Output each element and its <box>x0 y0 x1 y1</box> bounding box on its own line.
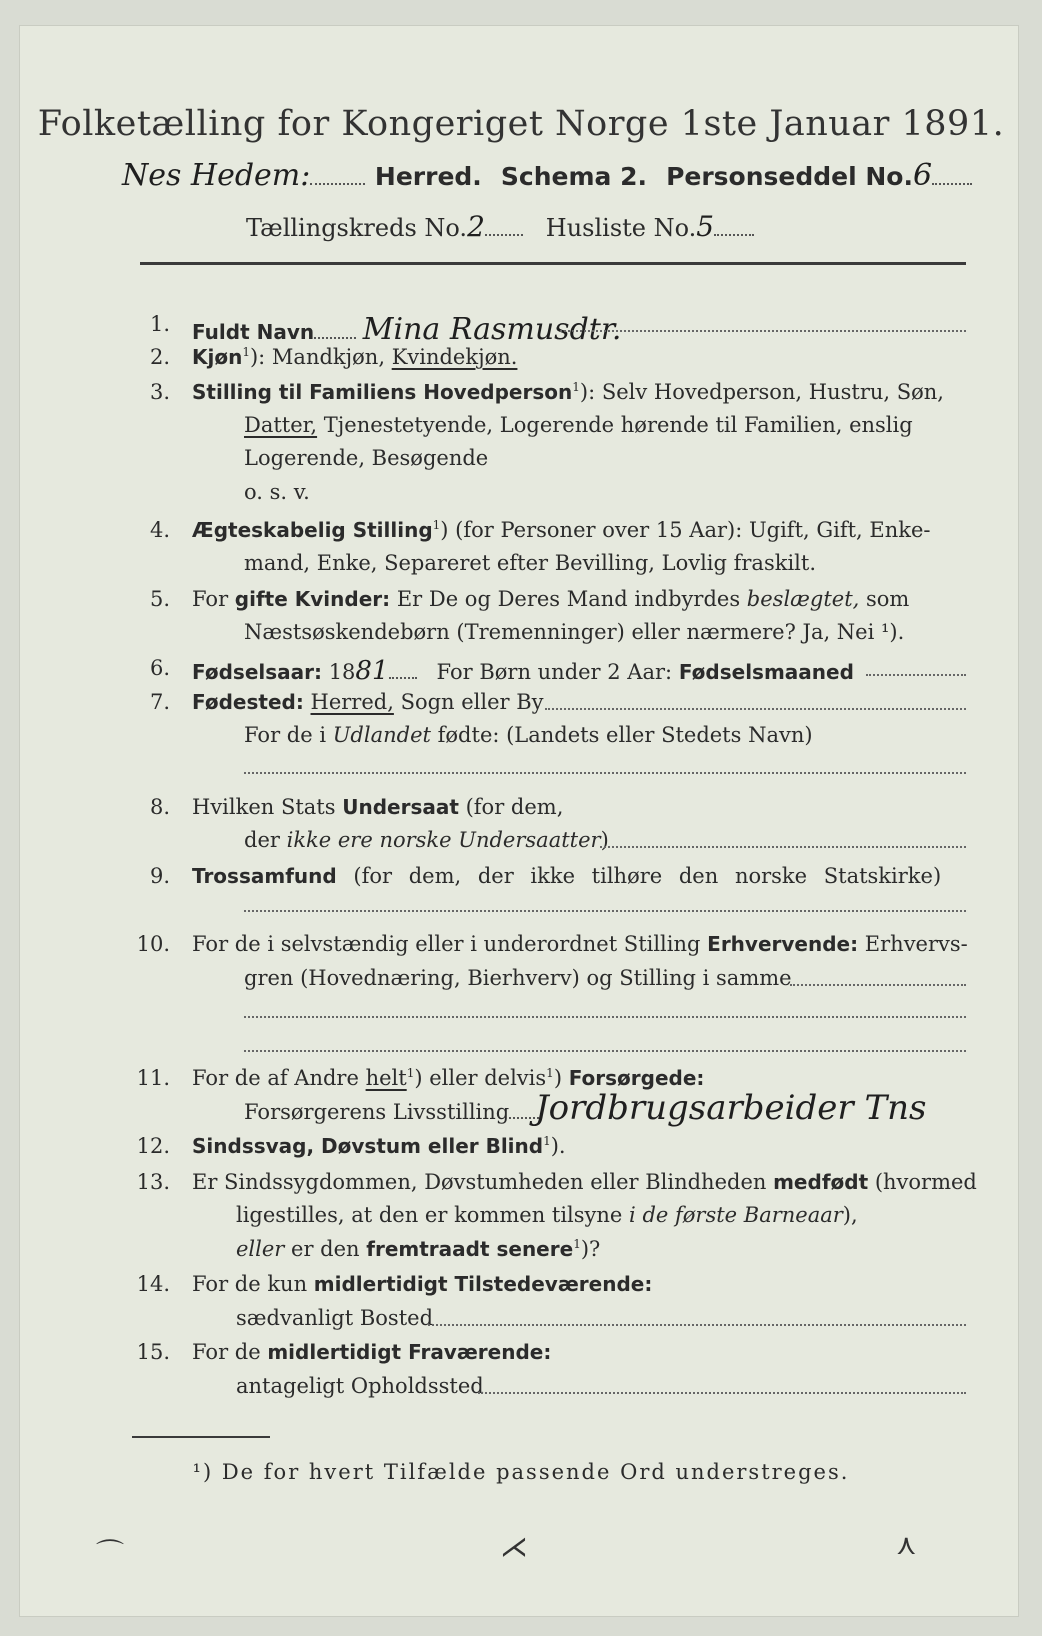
item-6-label-b: Fødselsmaaned <box>678 660 854 684</box>
item-8-label: Undersaat <box>342 795 459 819</box>
item-13-line2-a: ligestilles, at den er kommen tilsyne <box>236 1203 623 1227</box>
item-11-text-b: ) eller delvis <box>414 1066 547 1090</box>
footnote-rule <box>132 1436 270 1438</box>
item-5-pre: For <box>192 587 229 611</box>
item-7-label: Fødested: <box>192 690 304 714</box>
corner-mark-left: ⌒ <box>96 1537 125 1570</box>
item-7-number: 7. <box>149 690 170 714</box>
taellingskreds-line <box>246 210 754 243</box>
item-11-label: Forsørgede: <box>568 1066 705 1090</box>
item-10 <box>192 932 968 956</box>
item-3-line4: o. s. v. <box>244 480 310 504</box>
item-1-dotline <box>560 330 966 332</box>
item-5-text: Er De og Deres Mand indbyrdes <box>396 587 741 611</box>
item-1-label: Fuldt Navn <box>192 320 315 344</box>
item-7-line2 <box>244 723 813 747</box>
item-8-number: 8. <box>149 795 170 819</box>
personseddel-value: 6 <box>912 158 933 193</box>
item-7-udlandet: Udlandet <box>332 723 431 747</box>
item-13-text: Er Sindssygdommen, Døvstumheden eller Blindheden <box>192 1170 767 1194</box>
item-6-label: Fødselsaar: <box>192 660 322 684</box>
corner-mark-right: ⋏ <box>896 1528 917 1561</box>
item-4-label: Ægteskabelig Stilling <box>192 518 433 542</box>
item-11-text: For de af Andre <box>192 1066 359 1090</box>
item-2-number: 2. <box>149 345 170 369</box>
item-10-blank-line-2 <box>244 1050 966 1052</box>
husliste-label: Husliste No. <box>545 214 697 242</box>
item-10-text: For de i selvstændig eller i underordnet Stilling <box>192 932 701 956</box>
item-4-number: 4. <box>149 518 170 542</box>
item-12-number: 12. <box>136 1134 170 1158</box>
item-10-line2: gren (Hovednæring, Bierhverv) og Stilling i samme <box>244 966 792 990</box>
item-4-line2: mand, Enke, Separeret efter Bevilling, Lovlig fraskilt. <box>244 551 817 575</box>
item-6-year-value: 81 <box>355 656 389 686</box>
item-2 <box>192 345 517 369</box>
item-10-number: 10. <box>136 932 170 956</box>
item-13-label: medfødt <box>773 1170 869 1194</box>
item-8-pre: Hvilken Stats <box>192 795 336 819</box>
item-1-number: 1. <box>149 312 170 336</box>
item-5-number: 5. <box>149 587 170 611</box>
item-2-kvindekjon: Kvindekjøn. <box>391 345 518 369</box>
item-7-line2-b: fødte: (Landets eller Stedets Navn) <box>437 723 813 747</box>
item-10-text-b: Erhvervs- <box>864 932 968 956</box>
item-5 <box>192 587 909 611</box>
item-9 <box>192 864 941 888</box>
item-13-label-b: fremtraadt senere <box>366 1237 574 1261</box>
item-7-line2-a: For de i <box>244 723 327 747</box>
item-11: For de af Andre helt$^1$) eller delvis$^1$) Forsørgede: <box>192 1066 705 1090</box>
item-14 <box>192 1272 652 1296</box>
item-13-line2-italic: i de første Barneaar <box>629 1203 843 1227</box>
item-11-line2-text: Forsørgerens Livsstilling <box>244 1100 510 1124</box>
item-3: Stilling til Familiens Hovedperson$^1$): Selv Hovedperson, Hustru, Søn, <box>192 380 944 404</box>
item-11-helt: helt <box>365 1066 407 1090</box>
item-4-text: ) (for Personer over 15 Aar): Ugift, Gift, Enke- <box>440 518 931 542</box>
item-11-value: Jordbrugsarbeider Tns <box>535 1088 927 1128</box>
item-4: Ægteskabelig Stilling$^1$) (for Personer over 15 Aar): Ugift, Gift, Enke- <box>192 518 931 542</box>
item-8-dotline <box>600 846 966 848</box>
item-8-line2-a: der <box>244 828 280 852</box>
item-6 <box>192 656 854 686</box>
item-3-number: 3. <box>149 380 170 404</box>
item-2-label: Kjøn <box>192 345 243 369</box>
item-11-number: 11. <box>136 1066 170 1090</box>
taellingskreds-label: Tællingskreds No. <box>246 214 468 242</box>
herred-line <box>122 158 972 193</box>
item-7-blank-line <box>244 772 966 774</box>
item-9-label: Trossamfund <box>192 864 337 888</box>
taellingskreds-value: 2 <box>467 210 485 243</box>
item-14-text: For de kun <box>192 1272 308 1296</box>
item-13-line2: ligestilles, at den er kommen tilsyne i de første Barneaar), <box>236 1203 858 1227</box>
item-6-dotline <box>866 674 966 676</box>
item-10-blank-line-1 <box>244 1016 966 1018</box>
item-9-text: (for dem, der ikke tilhøre den norske Statskirke) <box>353 864 942 888</box>
item-15-label: midlertidigt Fraværende: <box>267 1340 552 1364</box>
item-15-text: For de <box>192 1340 261 1364</box>
item-5-label: gifte Kvinder: <box>234 587 391 611</box>
item-9-number: 9. <box>149 864 170 888</box>
item-2-text: ): Mandkjøn, <box>249 345 385 369</box>
item-9-blank-line <box>244 910 966 912</box>
item-12-label: Sindssvag, Døvstum eller Blind <box>192 1134 544 1158</box>
item-8 <box>192 795 563 819</box>
herred-value: Nes Hedem: <box>122 158 311 193</box>
item-3-line2-text: Tjenestetyende, Logerende hørende til Familien, enslig <box>323 413 913 437</box>
item-5-line2: Næstsøskendebørn (Tremenninger) eller nærmere? Ja, Nei ¹). <box>244 620 905 644</box>
item-8-text: (for dem, <box>465 795 564 819</box>
form-title: Folketælling for Kongeriget Norge 1ste Januar 1891. <box>37 104 1005 144</box>
item-1-value: Mina Rasmusdtr. <box>362 312 622 347</box>
item-12: Sindssvag, Døvstum eller Blind$^1$). <box>192 1134 566 1158</box>
item-14-line2: sædvanligt Bosted <box>236 1306 434 1330</box>
item-13-eller: eller <box>236 1237 285 1261</box>
corner-mark-center: ⋌ <box>500 1530 528 1563</box>
item-15 <box>192 1340 551 1364</box>
item-10-dotline <box>790 984 966 986</box>
item-15-line2: antageligt Opholdssted <box>236 1374 484 1398</box>
item-8-line2: der ikke ere norske Undersaatter) <box>244 828 609 852</box>
herred-label: Herred. <box>374 162 482 191</box>
item-3-label: Stilling til Familiens Hovedperson <box>192 380 573 404</box>
item-13-line3-b: )? <box>580 1237 601 1261</box>
item-11-line2 <box>244 1100 539 1124</box>
item-3-datter: Datter, <box>244 413 318 437</box>
item-1 <box>192 312 621 347</box>
item-6-year-prefix: 18 <box>328 660 356 684</box>
item-6-number: 6. <box>149 656 170 680</box>
husliste-value: 5 <box>696 210 715 243</box>
item-13-number: 13. <box>136 1170 170 1194</box>
item-7-dotline <box>545 708 966 710</box>
item-3-line3: Logerende, Besøgende <box>244 446 489 470</box>
item-13-text-b: (hvormed <box>874 1170 977 1194</box>
personseddel-label: Personseddel No. <box>666 162 913 191</box>
item-5-italic: beslægtet, <box>746 587 860 611</box>
item-7-text: Sogn eller By <box>400 690 544 714</box>
item-6-text: For Børn under 2 Aar: <box>436 660 673 684</box>
item-13-line3: eller er den fremtraadt senere$^1$)? <box>236 1237 601 1261</box>
item-13 <box>192 1170 977 1194</box>
item-10-label: Erhvervende: <box>707 932 859 956</box>
item-7 <box>192 690 544 714</box>
item-3-text: ): Selv Hovedperson, Hustru, Søn, <box>579 380 944 404</box>
schema-label: Schema 2. <box>500 162 647 191</box>
item-13-line3-a: er den <box>291 1237 360 1261</box>
item-14-label: midlertidigt Tilstedeværende: <box>313 1272 653 1296</box>
item-2-sup: 1 <box>242 345 250 359</box>
item-14-dotline <box>428 1324 966 1326</box>
item-14-number: 14. <box>136 1272 170 1296</box>
header-rule <box>140 262 966 265</box>
item-7-herred: Herred, <box>310 690 394 714</box>
item-8-line2-italic: ikke ere norske Undersaatter <box>286 828 601 852</box>
item-3-line2 <box>244 413 913 437</box>
item-15-number: 15. <box>136 1340 170 1364</box>
item-15-dotline <box>478 1392 966 1394</box>
footnote: ¹) De for hvert Tilfælde passende Ord understreges. <box>192 1460 850 1484</box>
item-5-som: som <box>866 587 910 611</box>
